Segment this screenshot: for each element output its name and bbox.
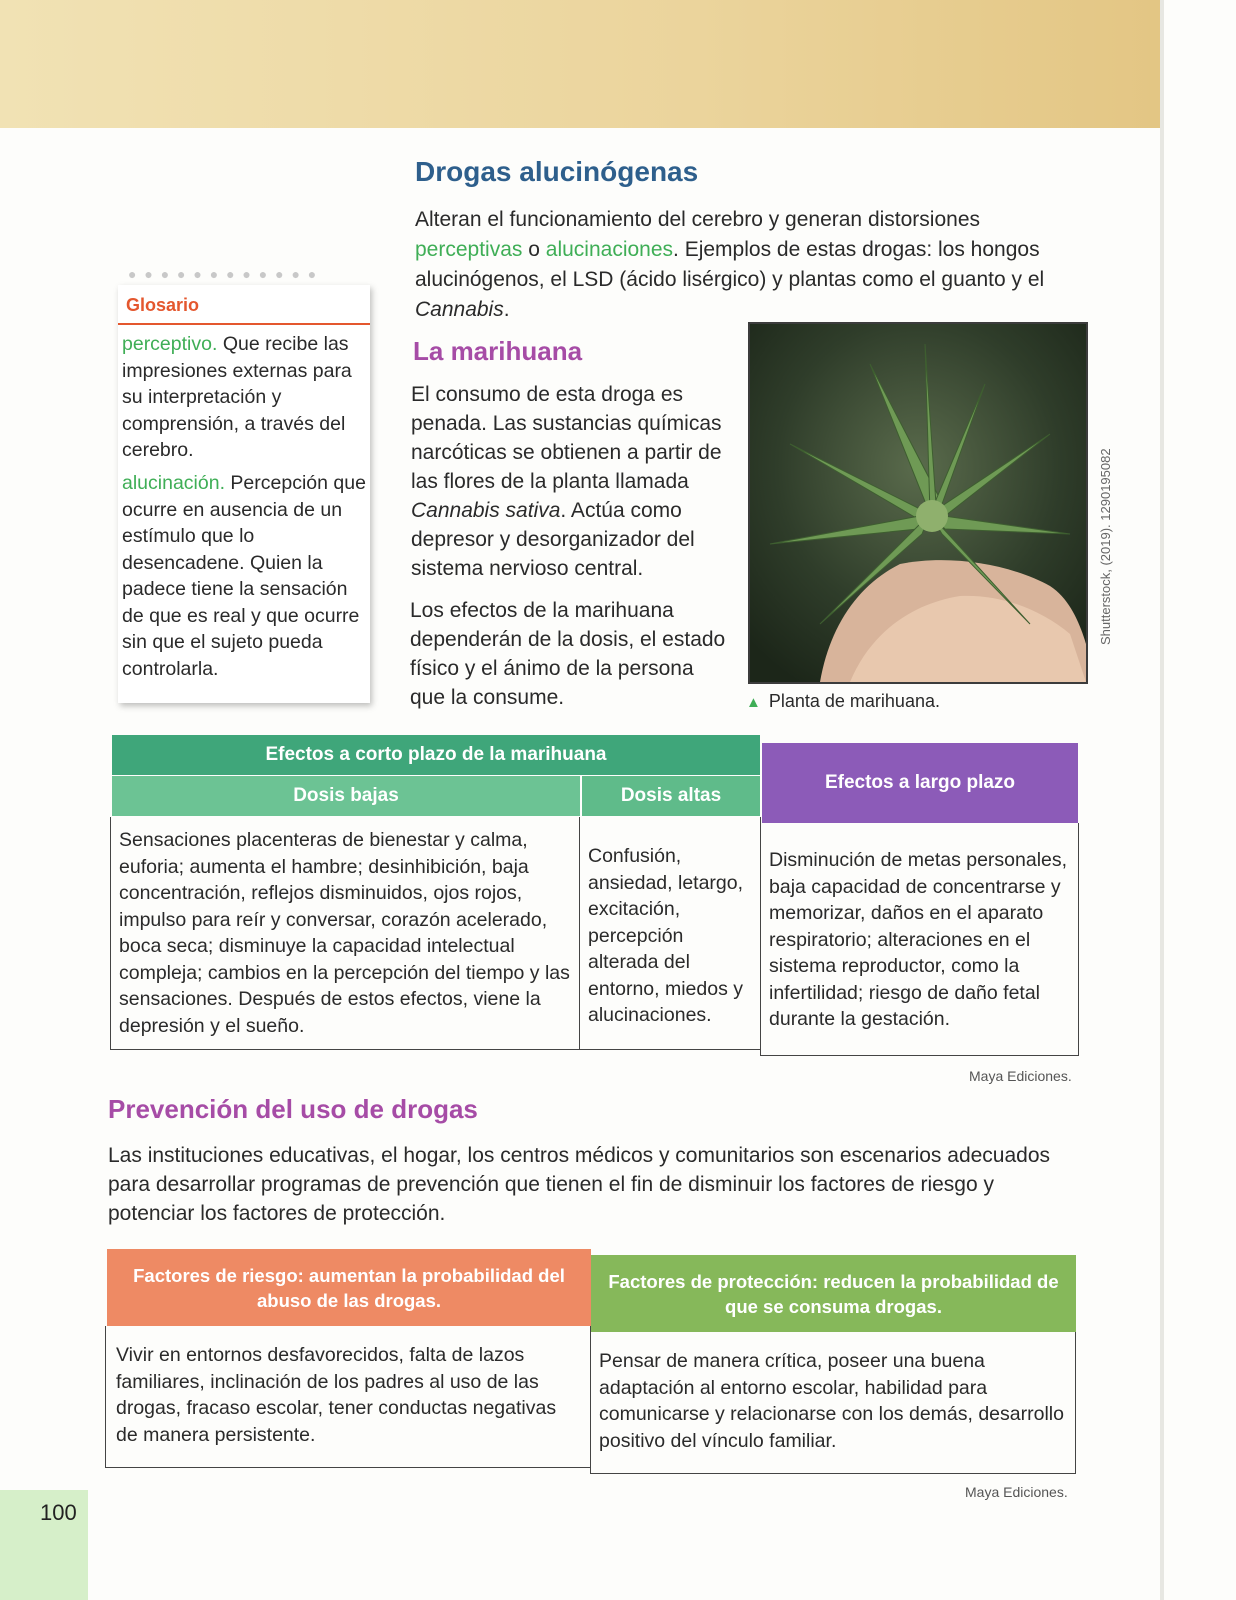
factors-table-source: Maya Ediciones.: [965, 1484, 1068, 1500]
risk-factors-cell: [105, 1326, 591, 1468]
table-source: Maya Ediciones.: [969, 1068, 1072, 1084]
section-title-marihuana: La marihuana: [413, 336, 583, 366]
high-dose-header: Dosis altas: [581, 776, 760, 816]
short-term-header: Efectos a corto plazo de la marihuana: [112, 735, 760, 775]
term-perceptive: perceptivas: [415, 238, 523, 261]
protection-factors-text: Pensar de manera crítica, poseer una buena adaptación al entorno escolar, habilidad para comunicarse y relacionarse con los demás, desarrollo positivo del vínculo familiar.: [599, 1350, 1064, 1452]
risk-factors-header: Factores de riesgo: aumentan la probabilidad del abuso de las drogas.: [107, 1249, 591, 1326]
low-dose-header: Dosis bajas: [112, 776, 580, 816]
low-dose-text: Sensaciones placenteras de bienestar y calma, euforia; aumenta el hambre; desinhibición, baja concentración, reflejos disminuidos, ojos rojos, impulso para reír y conversar, corazón acelerado, boca seca; disminuye la capacidad intelectual compleja; cambios en la percepción del tiempo y las sensaciones. Después de estos efectos, viene la depresión y el sueño.: [119, 829, 570, 1037]
page-number: 100: [40, 1500, 77, 1525]
page-edge: [1160, 0, 1164, 1600]
glossary-entry: alucinación. Percepción que ocurre en ausencia de un estímulo que lo desencadene. Quien la padece tiene la sensación de que es real y que ocurre sin que el sujeto pueda controlarla.: [122, 472, 366, 680]
triangle-icon: ▲: [746, 694, 761, 711]
marihuana-paragraph-2: Los efectos de la marihuana dependerán de la dosis, el estado físico y el ánimo de la persona que la consume.: [410, 599, 726, 709]
hallucinogens-paragraph: Alteran el funcionamiento del cerebro y generan distorsiones perceptivas o alucinaciones. Ejemplos de estas drogas: los hongos alucinógenos, el LSD (ácido lisérgico) y plantas como el guanto y el Cannabis.: [415, 208, 1045, 321]
prevention-paragraph: Las instituciones educativas, el hogar, los centros médicos y comunitarios son escenarios adecuados para desarrollar programas de prevención que tienen el fin de disminuir los factores de riesgo y potenciar los factores de protección.: [108, 1144, 1051, 1225]
high-dose-text: Confusión, ansiedad, letargo, excitación, percepción alterada del entorno, miedos y alucinaciones.: [588, 845, 744, 1026]
long-term-header: Efectos a largo plazo: [762, 743, 1078, 823]
glossary-entry: perceptivo. Que recibe las impresiones externas para su interpretación y comprensión, a través del cerebro.: [122, 333, 352, 461]
glossary-title: Glosario: [126, 295, 200, 315]
high-dose-cell: [579, 817, 761, 1050]
protection-factors-cell: [590, 1332, 1076, 1474]
long-term-text: Disminución de metas personales, baja capacidad de concentrarse y memorizar, daños en el aparato respiratorio; alteraciones en el sistema reproductor, como la infertilidad; riesgo de daño fetal durante la gestación.: [769, 849, 1068, 1030]
low-dose-cell: [110, 817, 580, 1050]
spiral-binding-icon: ● ● ● ● ● ● ● ● ● ● ● ●: [128, 266, 319, 282]
glossary-box: [118, 285, 370, 703]
photo-credit: Shutterstock, (2019). 1290195082: [1098, 448, 1113, 645]
risk-factors-text: Vivir en entornos desfavorecidos, falta de lazos familiares, inclinación de los padres al uso de las drogas, fracaso escolar, tener conductas negativas de manera persistente.: [116, 1344, 557, 1446]
section-title-hallucinogens: Drogas alucinógenas: [415, 156, 699, 187]
long-term-cell: [760, 823, 1079, 1056]
glossary-divider: [118, 323, 370, 325]
protection-factors-header: Factores de protección: reducen la probabilidad de que se consuma drogas.: [591, 1255, 1076, 1332]
photo-caption: ▲ Planta de marihuana.: [746, 691, 940, 711]
marihuana-paragraph-1: El consumo de esta droga es penada. Las sustancias químicas narcóticas se obtienen a partir de las flores de la planta llamada Cannabis sativa. Actúa como depresor y desorganizador del sistema nervioso central.: [411, 383, 722, 580]
marihuana-plant-photo: [748, 322, 1088, 684]
page-header-band: [0, 0, 1160, 128]
section-title-prevention: Prevención del uso de drogas: [108, 1094, 478, 1124]
term-hallucinations: alucinaciones: [545, 238, 674, 261]
